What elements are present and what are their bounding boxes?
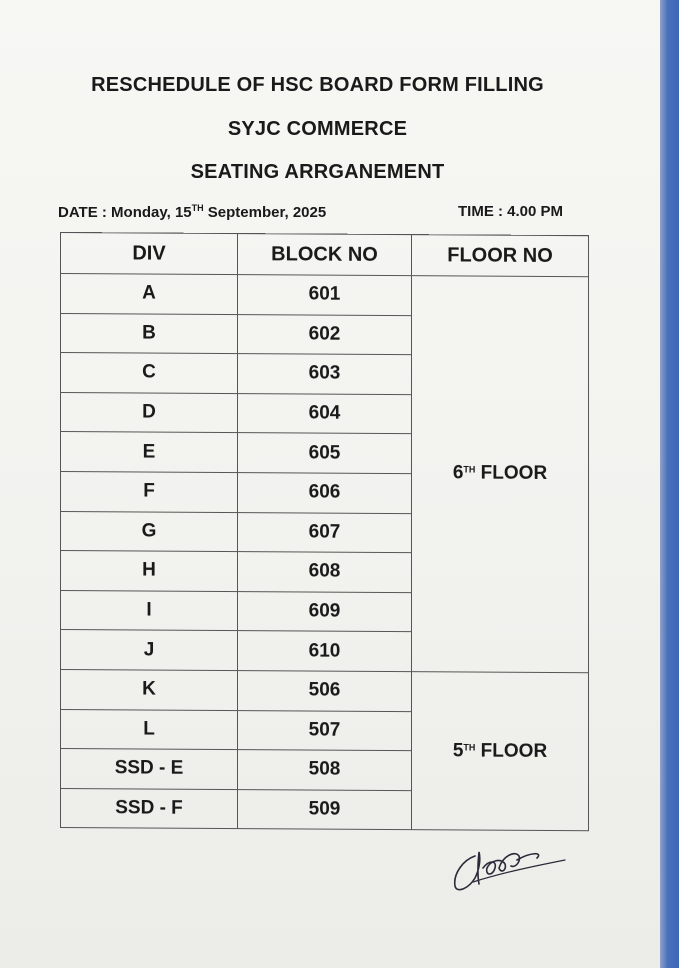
div-cell: I bbox=[61, 590, 238, 631]
block-cell: 604 bbox=[238, 393, 412, 434]
document-subtitle: SYJC COMMERCE bbox=[227, 118, 408, 140]
block-cell: 605 bbox=[238, 433, 412, 474]
div-cell: A bbox=[61, 274, 238, 315]
date-prefix: DATE : Monday, 15 bbox=[58, 204, 192, 221]
signature bbox=[445, 838, 570, 898]
floor-number: 6 bbox=[452, 462, 464, 484]
div-cell: E bbox=[61, 432, 238, 473]
div-cell: K bbox=[61, 669, 238, 710]
background-surface bbox=[660, 0, 679, 968]
date-suffix: September, 2025 bbox=[203, 204, 327, 221]
block-cell: 507 bbox=[238, 710, 412, 751]
div-cell: SSD - E bbox=[61, 749, 238, 790]
time-line: TIME : 4.00 PM bbox=[458, 203, 564, 220]
document-title: RESCHEDULE OF HSC BOARD FORM FILLING bbox=[91, 74, 544, 96]
div-cell: F bbox=[61, 471, 238, 512]
floor-superscript: TH bbox=[463, 742, 476, 753]
table-row bbox=[61, 669, 589, 712]
floor-superscript: TH bbox=[463, 464, 476, 476]
block-cell: 608 bbox=[238, 552, 412, 593]
div-cell: SSD - F bbox=[61, 788, 238, 829]
floor-label: FLOOR bbox=[475, 740, 548, 762]
block-cell: 610 bbox=[238, 631, 412, 672]
block-cell: 506 bbox=[238, 671, 412, 712]
header-div: DIV bbox=[61, 233, 238, 275]
document-heading: SEATING ARRGANEMENT bbox=[190, 161, 445, 183]
date-superscript: TH bbox=[191, 203, 204, 213]
table-row bbox=[61, 274, 589, 317]
block-cell: 607 bbox=[238, 512, 412, 553]
floor-cell-5th bbox=[412, 672, 589, 831]
block-cell: 603 bbox=[238, 354, 412, 395]
block-cell: 609 bbox=[238, 591, 412, 632]
block-cell: 508 bbox=[238, 750, 412, 791]
header-block-no: BLOCK NO bbox=[238, 234, 412, 276]
div-cell: G bbox=[61, 511, 238, 552]
seating-table bbox=[60, 232, 589, 832]
div-cell: L bbox=[61, 709, 238, 750]
table-header-row bbox=[61, 233, 589, 277]
block-cell: 602 bbox=[238, 314, 412, 355]
div-cell: D bbox=[61, 392, 238, 433]
block-cell: 509 bbox=[238, 789, 412, 830]
div-cell: J bbox=[61, 630, 238, 671]
floor-number: 5 bbox=[452, 740, 464, 762]
div-cell: B bbox=[61, 313, 238, 354]
date-line bbox=[58, 203, 326, 221]
floor-label: FLOOR bbox=[475, 463, 548, 485]
header-floor-no: FLOOR NO bbox=[412, 235, 589, 277]
floor-cell-6th bbox=[412, 276, 589, 673]
block-cell: 601 bbox=[238, 275, 412, 316]
div-cell: C bbox=[61, 353, 238, 394]
div-cell: H bbox=[61, 551, 238, 592]
block-cell: 606 bbox=[238, 473, 412, 514]
